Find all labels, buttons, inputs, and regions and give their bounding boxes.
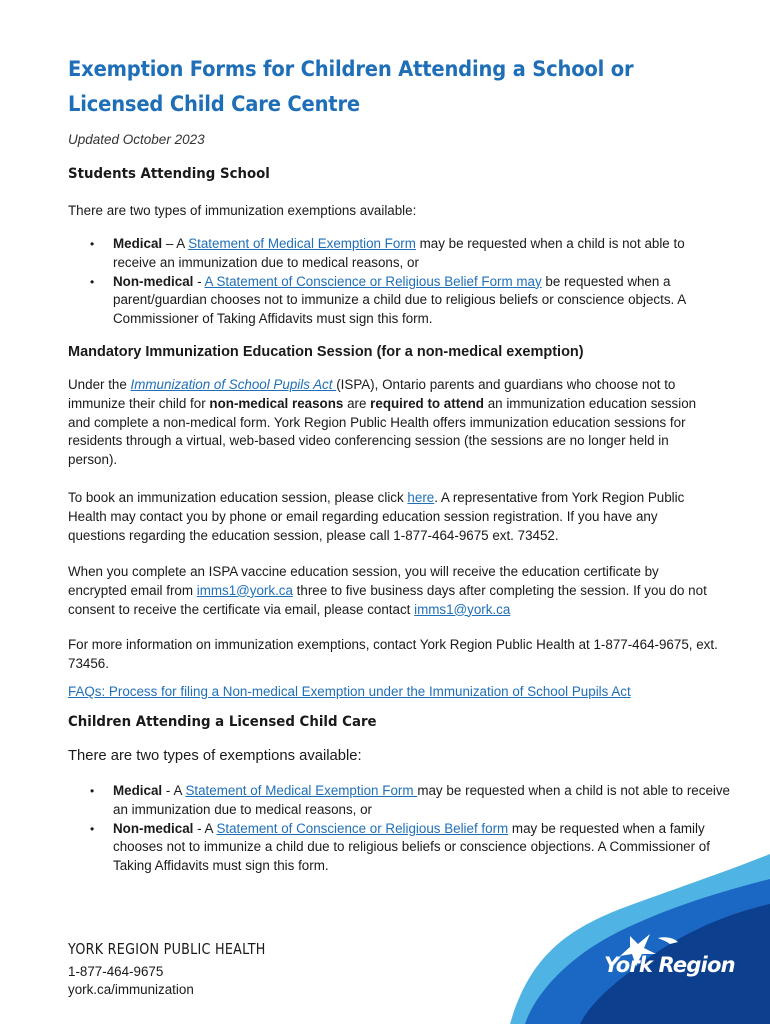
faq-paragraph (68, 683, 718, 702)
medical-exemption-form-link[interactable]: Statement of Medical Exemption Form (188, 236, 416, 251)
section-heading-session: Mandatory Immunization Education Session (for a non-medical exemption) (68, 344, 584, 360)
bullet-icon: • (90, 821, 95, 836)
york-region-logo-text: York Region (604, 953, 735, 977)
item-label: Non-medical (113, 273, 194, 289)
item-label: Non-medical (113, 820, 194, 836)
star-trail (658, 937, 678, 944)
item-label: Medical (113, 236, 163, 251)
text: To book an immunization education session, please click (68, 490, 408, 505)
email-link[interactable]: imms1@york.ca (414, 601, 511, 617)
medical-exemption-form-link[interactable]: Statement of Medical Exemption Form (185, 783, 418, 798)
text: (ISPA), Ontario parents and guardians who choose not to immunize their child for (68, 377, 676, 411)
section-heading-childcare: Children Attending a Licensed Child Care (68, 714, 377, 730)
text: When you complete an ISPA vaccine education session, you will receive the education certificate by encrypted email from (68, 564, 659, 598)
text: Under the (68, 377, 131, 392)
item-text: may be requested when a child is not able to receive an immunization due to medical reasons, or (113, 783, 731, 817)
session-paragraph-2 (68, 489, 718, 545)
emphasis: non-medical reasons (209, 395, 344, 411)
faq-link[interactable]: FAQs: Process for filing a Non-medical Exemption under the Immunization of School Pupils Act (68, 684, 631, 699)
item-separator: - A (162, 783, 186, 798)
item-label: Medical (113, 783, 163, 798)
book-session-here-link[interactable]: here (407, 490, 435, 505)
list-item (90, 273, 730, 329)
conscience-belief-form-link-tail[interactable]: may (512, 273, 542, 289)
school-intro: There are two types of immunization exemptions available: (68, 203, 417, 218)
item-separator: – A (162, 236, 189, 251)
session-paragraph-4: For more information on immunization exemptions, contact York Region Public Health at 1-877-464-9675, ext. 73456. (68, 637, 718, 671)
school-exemption-list (90, 235, 730, 329)
footer-organization: YORK REGION PUBLIC HEALTH (68, 940, 266, 958)
footer-website[interactable]: york.ca/immunization (68, 982, 194, 997)
footer-phone: 1-877-464-9675 (68, 964, 164, 979)
bullet-icon: • (90, 237, 95, 251)
item-text: may be requested when a child is not able to receive an immunization due to medical reasons, or (113, 236, 685, 270)
session-paragraph-3 (68, 563, 718, 619)
text: an immunization education session and complete a non-medical form. York Region Public Health offers immunization education sessions for residents through a virtual, web-based video conferencing session (the sessions are no longer held in person). (68, 395, 697, 468)
updated-date: Updated October 2023 (68, 132, 205, 147)
conscience-belief-form-link[interactable]: A Statement of Conscience or Religious Belief Form (204, 273, 513, 289)
email-link[interactable]: imms1@york.ca (196, 582, 293, 598)
list-item (90, 235, 730, 273)
bullet-icon: • (90, 274, 95, 289)
text: three to five business days after completing the session. If you do not consent to receive the certificate via email, please contact (68, 582, 707, 617)
ispa-link[interactable]: Immunization of School Pupils Act (130, 377, 337, 392)
section-heading-school: Students Attending School (68, 166, 270, 182)
item-separator: - A (193, 820, 217, 836)
childcare-intro: There are two types of exemptions available: (68, 748, 362, 764)
conscience-belief-form-link[interactable]: Statement of Conscience or Religious Belief form (216, 820, 509, 836)
list-item (90, 782, 730, 820)
item-text: be requested when a parent/guardian chooses not to immunize a child due to religious beliefs or conscience objects. A Commissioner of Taking Affidavits must sign this form. (113, 273, 686, 327)
page-title: Exemption Forms for Children Attending a School or Licensed Child Care Centre (68, 57, 634, 116)
item-separator: - (193, 273, 205, 289)
text: are (343, 395, 371, 411)
text: . A representative from York Region Public Health may contact you by phone or email regarding education session registration. If you have any questions regarding the education session, please call 1-877-464-9675 ext. 73452. (68, 490, 685, 543)
emphasis: required to attend (370, 395, 484, 411)
item-text: may be requested when a family chooses not to immunize a child due to religious beliefs or conscience objections. A Commissioner of Taking Affidavits must sign this form. (113, 820, 710, 874)
bullet-icon: • (90, 784, 95, 798)
session-paragraph-1 (68, 376, 718, 470)
